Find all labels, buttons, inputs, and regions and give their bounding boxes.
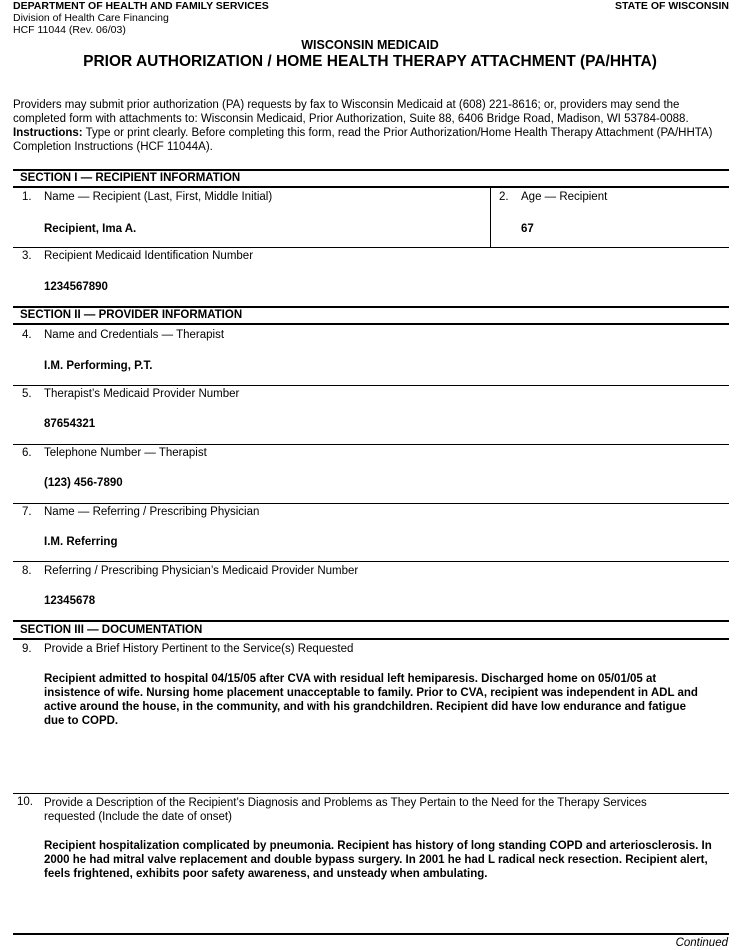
physician-provider-number-field[interactable]: 12345678 — [44, 595, 96, 607]
field5-label: Therapist’s Medicaid Provider Number — [44, 388, 240, 400]
field1-label: Name — Recipient (Last, First, Middle Initial) — [44, 191, 273, 203]
footer-rule — [13, 933, 729, 935]
form-id: HCF 11044 (Rev. 06/03) — [13, 24, 126, 36]
form-title-line2: PRIOR AUTHORIZATION / HOME HEALTH THERAPY ATTACHMENT (PA/HHTA) — [83, 53, 657, 70]
field2-number: 2. — [499, 191, 509, 203]
physician-name-field[interactable]: I.M. Referring — [44, 536, 118, 548]
section1-title-rule — [13, 186, 729, 188]
field7-number: 7. — [22, 506, 32, 518]
diagnosis-field[interactable]: Recipient hospitalization complicated by pneumonia. Recipient has history of long standing COPD and arteriosclerosis. In 2000 he had mitral valve replacement and double bypass surgery. In 2001 he had L radical neck resection. Recipient alert, feels frightened, exhibits poor safety awareness, and unsteady when ambulating. — [44, 840, 712, 880]
field8-number: 8. — [22, 565, 32, 577]
recipient-age-field[interactable]: 67 — [521, 223, 534, 235]
intro-text: Providers may submit prior authorization (PA) requests by fax to Wisconsin Medicaid at (608) 221-8616; or, providers may send the completed form with attachments to: Wisconsin Medicaid, Prior Authorization, Suite 88, 6406 Bridge Road, Madison, WI 53784-0088. — [13, 99, 689, 125]
recipient-id-field[interactable]: 1234567890 — [44, 281, 108, 293]
section3-top-rule — [13, 620, 729, 622]
form-header-left — [13, 0, 269, 36]
section1-top-rule — [13, 169, 729, 171]
field7-label: Name — Referring / Prescribing Physician — [44, 506, 260, 518]
therapist-phone-field[interactable]: (123) 456-7890 — [44, 477, 123, 489]
field1-number: 1. — [22, 191, 32, 203]
field10-label: Provide a Description of the Recipient’s Diagnosis and Problems as They Pertain to the Need for the Therapy Services requested (Include the date of onset) — [44, 797, 647, 823]
history-field[interactable]: Recipient admitted to hospital 04/15/05 after CVA with residual left hemiparesis. Discharged home on 05/01/05 at insistence of wife. Nursing home placement unacceptable to family. Prior to CVA, recipient was independent in ADL and active around the house, in the community, and with his grandchildren. Recipient did have low endurance and fatigue due to COPD. — [44, 673, 698, 727]
field5-number: 5. — [22, 388, 32, 400]
therapist-name-field[interactable]: I.M. Performing, P.T. — [44, 360, 153, 372]
continued-label: Continued — [675, 937, 728, 949]
field8-label: Referring / Prescribing Physician’s Medicaid Provider Number — [44, 565, 359, 577]
field4-label: Name and Credentials — Therapist — [44, 329, 225, 341]
section2-title-rule — [13, 323, 729, 325]
department-name: DEPARTMENT OF HEALTH AND FAMILY SERVICES — [13, 0, 269, 12]
row-rule — [13, 793, 729, 794]
field2-label: Age — Recipient — [521, 191, 608, 203]
field6-number: 6. — [22, 447, 32, 459]
field3-number: 3. — [22, 250, 32, 262]
row-rule — [13, 247, 729, 248]
field4-number: 4. — [22, 329, 32, 341]
field10-number: 10. — [17, 796, 33, 808]
row-rule — [13, 444, 729, 445]
therapist-provider-number-field[interactable]: 87654321 — [44, 418, 96, 430]
section1-column-divider — [490, 187, 491, 247]
state-name: STATE OF WISCONSIN — [615, 0, 729, 12]
instructions-text: Type or print clearly. Before completing this form, read the Prior Authorization/Home Health Therapy Attachment (PA/HHTA) Completion Instructions (HCF 11044A). — [13, 127, 713, 153]
row-rule — [13, 385, 729, 386]
section1-title: SECTION I — RECIPIENT INFORMATION — [20, 172, 241, 184]
form-title-line1: WISCONSIN MEDICAID — [301, 38, 439, 52]
section3-title-rule — [13, 638, 729, 640]
row-rule — [13, 561, 729, 562]
field6-label: Telephone Number — Therapist — [44, 447, 207, 459]
field3-label: Recipient Medicaid Identification Number — [44, 250, 254, 262]
division-name: Division of Health Care Financing — [13, 12, 169, 24]
section3-title: SECTION III — DOCUMENTATION — [20, 624, 203, 636]
field9-label: Provide a Brief History Pertinent to the Service(s) Requested — [44, 643, 354, 655]
section2-title: SECTION II — PROVIDER INFORMATION — [20, 309, 243, 321]
recipient-name-field[interactable]: Recipient, Ima A. — [44, 223, 137, 235]
instructions-label: Instructions: — [13, 127, 83, 139]
row-rule — [13, 503, 729, 504]
field9-number: 9. — [22, 643, 32, 655]
section2-top-rule — [13, 306, 729, 308]
intro-paragraph — [13, 98, 728, 154]
